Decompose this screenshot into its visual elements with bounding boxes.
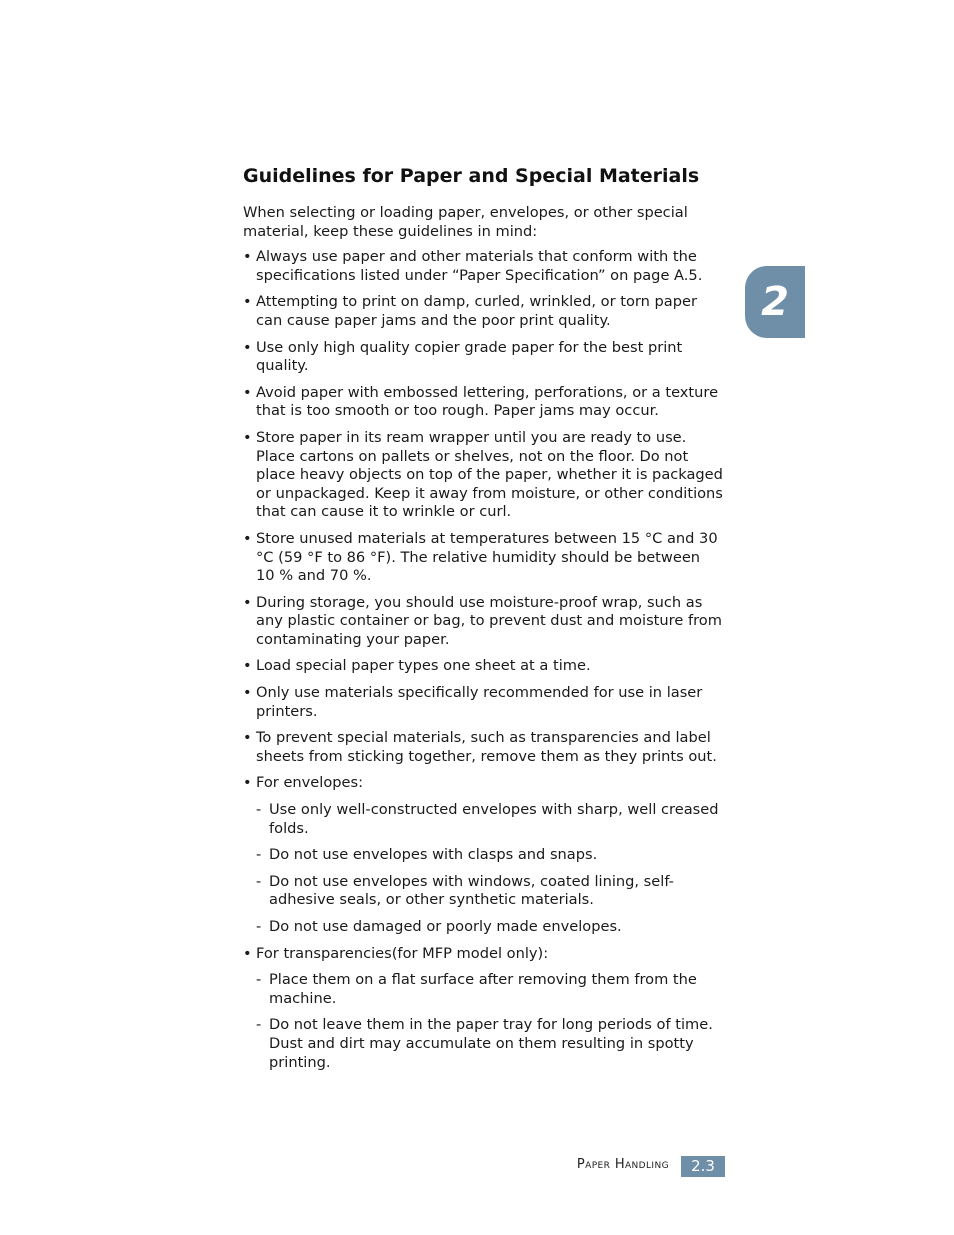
dash-icon: - (256, 872, 262, 890)
guideline-item (243, 293, 723, 330)
guideline-text: Attempting to print on damp, curled, wrinkled, or torn paper can cause paper jams and the poor print quality. (256, 293, 697, 329)
guideline-item (243, 429, 723, 522)
chapter-tab (745, 266, 805, 338)
guideline-text: During storage, you should use moisture-proof wrap, such as any plastic container or bag, to prevent dust and moisture from contaminating your paper. (256, 593, 722, 648)
dash-icon: - (256, 1016, 262, 1034)
guideline-text: To prevent special materials, such as transparencies and label sheets from sticking together, remove them as they prints out. (256, 729, 717, 765)
guideline-text: Always use paper and other materials that conform with the specifications listed under “Paper Specification” on page A.5. (256, 248, 703, 284)
section-heading: Guidelines for Paper and Special Materials (243, 165, 700, 187)
guideline-item (243, 729, 723, 766)
dash-icon: - (256, 918, 262, 935)
guideline-text: Store paper in its ream wrapper until you are ready to use. Place cartons on pallets or shelves, not on the floor. Do not place heavy objects on top of the paper, whether it is packaged or unpackaged. Keep it away from moisture, or other conditions that can cause it to wrinkle or curl. (256, 428, 723, 521)
guidelines-list (243, 248, 723, 1072)
bullet-icon: • (243, 944, 252, 962)
guideline-item-envelopes (243, 774, 723, 936)
envelope-subitem (256, 918, 723, 937)
bullet-icon: • (243, 657, 252, 675)
bullet-icon: • (243, 428, 252, 446)
bullet-icon: • (243, 729, 252, 747)
guideline-item (243, 594, 723, 650)
bullet-icon: • (243, 338, 252, 356)
bullet-icon: • (243, 774, 252, 792)
guideline-text: Use only high quality copier grade paper for the best print quality. (256, 338, 683, 375)
bullet-icon: • (243, 684, 252, 702)
envelope-subitem (256, 846, 723, 865)
guideline-item (243, 384, 723, 421)
subitem-text: Place them on a flat surface after removing them from the machine. (269, 971, 697, 1007)
guideline-text: Store unused materials at temperatures between 15 °C and 30 °C (59 °F to 86 °F). The relative humidity should be between 10 % and 70 %. (256, 529, 718, 585)
guideline-item (243, 530, 723, 586)
page-number: 2.3 (681, 1156, 725, 1177)
subitem-text: Use only well-constructed envelopes with sharp, well creased folds. (269, 801, 719, 837)
guideline-text: Load special paper types one sheet at a time. (256, 657, 591, 675)
bullet-icon: • (243, 383, 252, 401)
bullet-icon: • (243, 529, 252, 547)
guideline-item-transparencies (243, 945, 723, 1073)
guideline-text: Only use materials specifically recommended for use in laser printers. (256, 684, 703, 720)
transparency-sublist (256, 971, 723, 1072)
bullet-icon: • (243, 248, 252, 266)
guideline-text: For transparencies(for MFP model only): (256, 944, 549, 962)
dash-icon: - (256, 846, 262, 864)
guideline-item (243, 657, 723, 676)
subitem-text: Do not use envelopes with clasps and snaps. (269, 846, 598, 864)
bullet-icon: • (243, 293, 252, 311)
guideline-item (243, 339, 723, 376)
chapter-number: 2 (761, 279, 789, 325)
guideline-text: Avoid paper with embossed lettering, perforations, or a texture that is too smooth or too rough. Paper jams may occur. (256, 383, 719, 420)
envelope-sublist (256, 801, 723, 937)
transparency-subitem (256, 1016, 723, 1072)
guideline-text: For envelopes: (256, 774, 364, 792)
guideline-item (243, 248, 723, 285)
guideline-item (243, 684, 723, 721)
intro-paragraph: When selecting or loading paper, envelopes, or other special material, keep these guidelines in mind: (243, 204, 688, 240)
subitem-text: Do not leave them in the paper tray for long periods of time. Dust and dirt may accumulate on them resulting in spotty printing. (269, 1016, 713, 1071)
footer-section-title: Paper Handling (576, 1157, 669, 1172)
bullet-icon: • (243, 593, 252, 611)
envelope-subitem (256, 873, 723, 910)
subitem-text: Do not use envelopes with windows, coated lining, self-adhesive seals, or other synthetic materials. (269, 872, 674, 909)
dash-icon: - (256, 801, 262, 819)
subitem-text: Do not use damaged or poorly made envelopes. (269, 918, 622, 935)
envelope-subitem (256, 801, 723, 838)
guidelines-content (243, 204, 723, 1080)
transparency-subitem (256, 971, 723, 1008)
dash-icon: - (256, 971, 262, 989)
